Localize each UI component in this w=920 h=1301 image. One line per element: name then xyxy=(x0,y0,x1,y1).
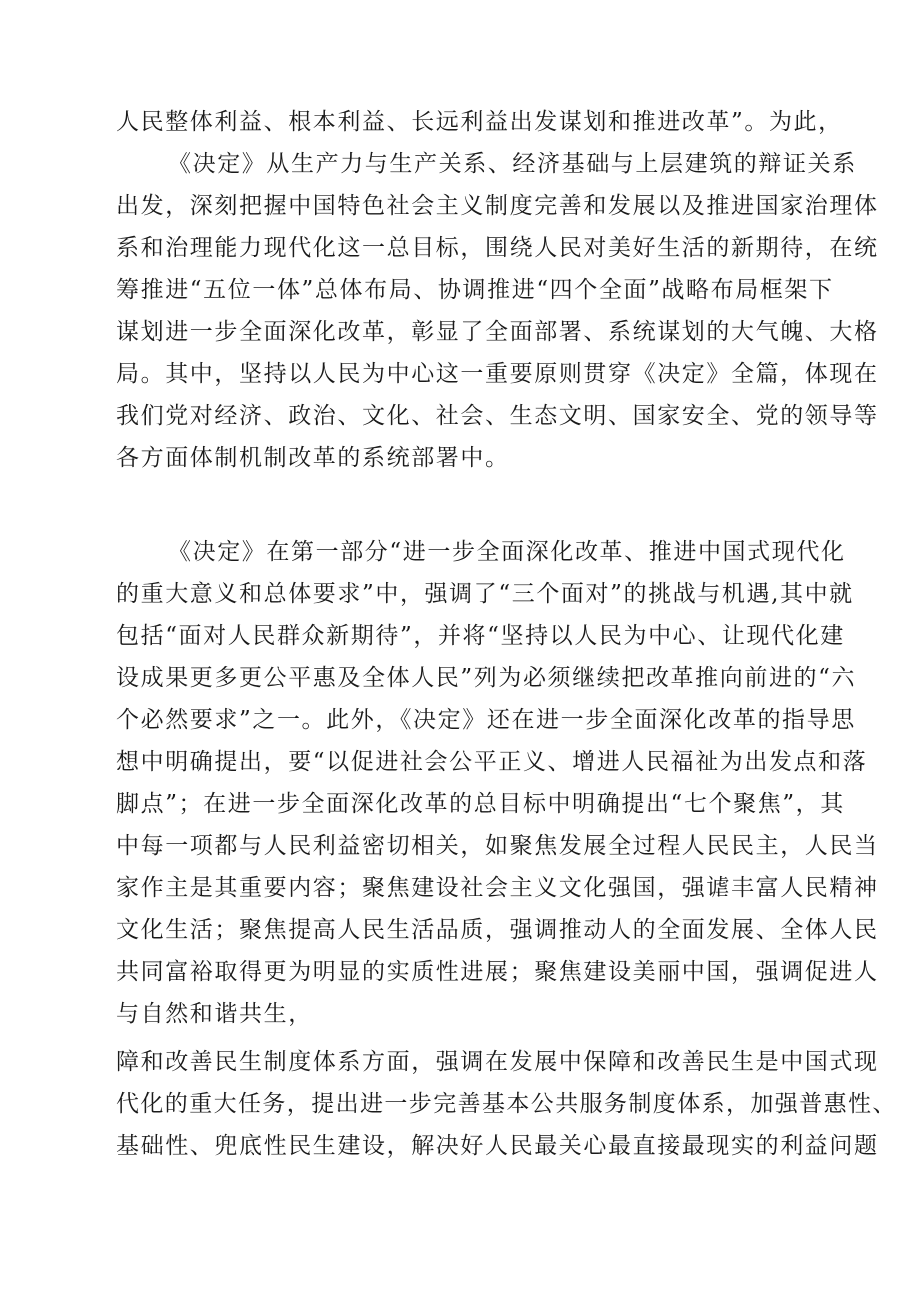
paragraph-4-line-3: 基础性、兜底性民生建设，解决好人民最关心最直接最现实的利益问题 xyxy=(116,1133,879,1159)
paragraph-1-line-1: 人民整体利益、根本利益、长远利益出发谋划和推进改革”。为此， xyxy=(116,109,843,135)
paragraph-3-line-2: 的重大意义和总体要求”中，强调了“三个面对”的挑战与机遇,其中就 xyxy=(116,581,854,607)
paragraph-3-line-5: 个必然要求”之一。此外，《决定》还在进一步全面深化改革的指导思 xyxy=(116,707,856,733)
paragraph-2-line-1: 《决定》从生产力与生产关系、经济基础与上层建筑的辩证关系 xyxy=(168,151,857,177)
paragraph-2-line-6: 局。其中，坚持以人民为中心这一重要原则贯穿《决定》全篇，体现在 xyxy=(116,361,879,387)
paragraph-4-line-1: 障和改善民生制度体系方面，强调在发展中保障和改善民生是中国式现 xyxy=(116,1049,879,1075)
paragraph-3-line-10: 文化生活；聚焦提高人民生活品质，强调推动人的全面发展、全体人民 xyxy=(116,917,879,943)
paragraph-2-line-3: 系和治理能力现代化这一总目标，围绕人民对美好生活的新期待，在统 xyxy=(116,235,879,261)
paragraph-3-line-4: 设成果更多更公平惠及全体人民”列为必须继续把改革推向前进的“六 xyxy=(116,665,857,691)
paragraph-4-line-2: 代化的重大任务，提出进一步完善基本公共服务制度体系，加强普惠性、 xyxy=(116,1091,897,1117)
paragraph-3-line-9: 家作主是其重要内容；聚焦建设社会主义文化强国，强谑丰富人民精神 xyxy=(116,875,879,901)
paragraph-2-line-2: 出发，深刻把握中国特色社会主义制度完善和发展以及推进国家治理体 xyxy=(116,193,879,219)
paragraph-3-line-3: 包括“面对人民群众新期待”，并将“坚持以人民为中心、让现代化建 xyxy=(116,623,845,649)
paragraph-3-line-8: 中每一项都与人民利益密切相关，如聚焦发展全过程人民民主，人民当 xyxy=(116,833,879,859)
paragraph-3-line-7: 脚点”；在进一步全面深化改革的总目标中明确提出“七个聚焦”，其 xyxy=(116,791,845,817)
paragraph-2-line-8: 各方面体制机制改革的系统部署中。 xyxy=(116,445,510,471)
paragraph-3-line-11: 共同富裕取得更为明显的实质性进展；聚焦建设美丽中国，强调促进人 xyxy=(116,959,879,985)
paragraph-3-line-1: 《决定》在第一部分“进一步全面深化改革、推进中国式现代化 xyxy=(168,539,846,565)
paragraph-2-line-4: 筹推进“五位一体”总体布局、协调推进“四个全面”战略布局框架下 xyxy=(116,277,834,303)
paragraph-2-line-5: 谋划进一步全面深化改革，彰显了全面部署、系统谋划的大气魄、大格 xyxy=(116,319,879,345)
paragraph-3-line-6: 想中明确提出，要“以促进社会公平正义、增进人民福祉为出发点和落 xyxy=(116,749,868,775)
paragraph-2-line-7: 我们党对经济、政治、文化、社会、生态文明、国家安全、党的领导等 xyxy=(116,403,879,429)
paragraph-3-line-12: 与自然和谐共生， xyxy=(116,1001,313,1027)
